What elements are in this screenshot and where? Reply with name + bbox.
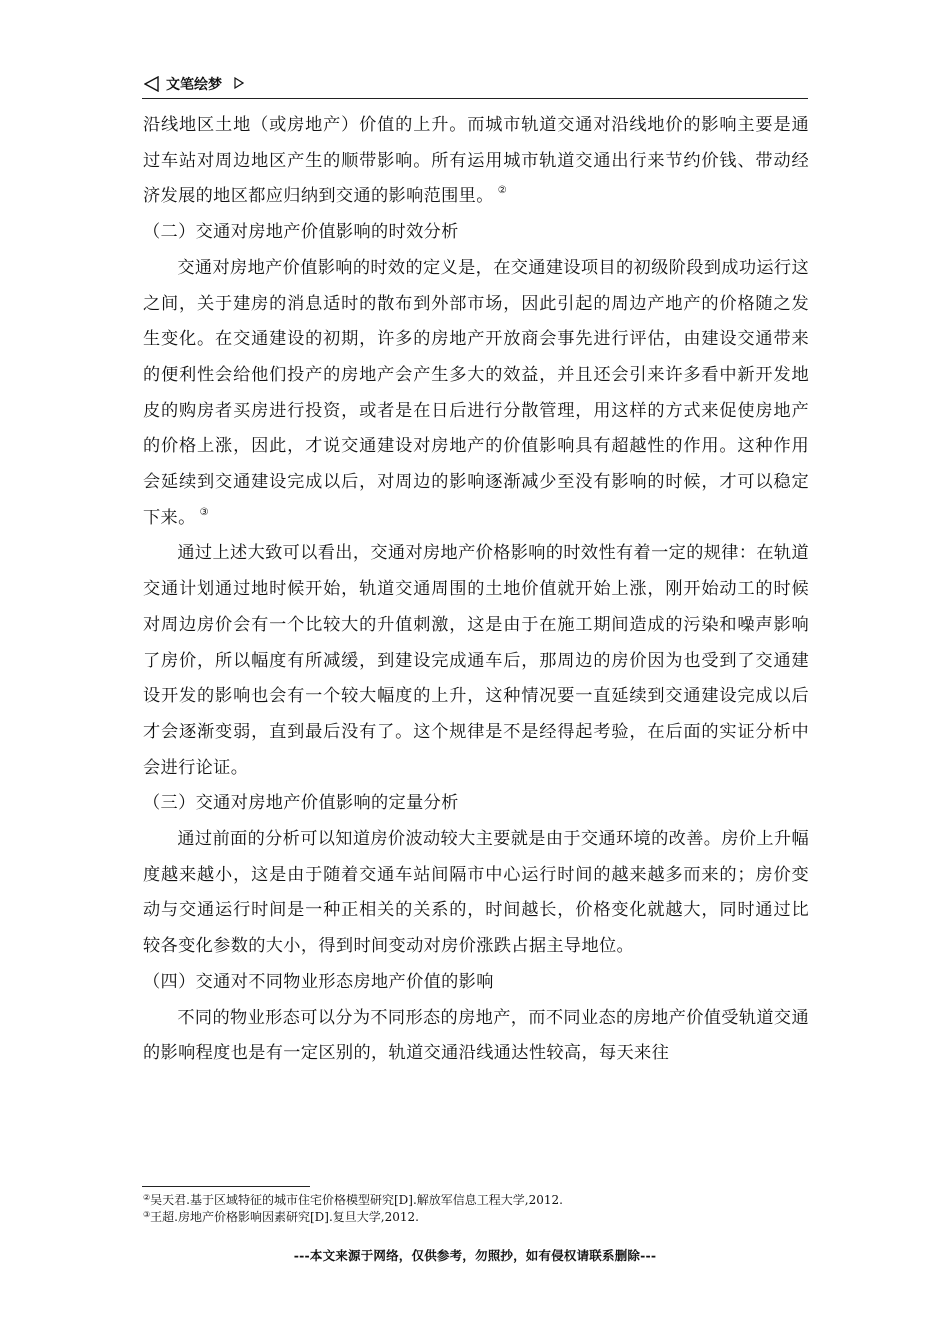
triangle-left-icon [144, 76, 160, 92]
document-body [143, 108, 809, 1072]
brand-name: 文笔绘梦 [166, 77, 222, 93]
paragraph-1 [143, 108, 809, 215]
page-header [142, 70, 808, 99]
triangle-right-icon [234, 77, 244, 89]
footnote-mark: ③ [143, 1210, 151, 1219]
footnote-text: 王超.房地产价格影响因素研究[D].复旦大学,2012. [150, 1210, 419, 1224]
paragraph-4: 通过前面的分析可以知道房价波动较大主要就是由于交通环境的改善。房价上升幅度越来越小，这是由于随着交通车站间隔市中心运行时间的越来越多而来的；房价变动与交通运行时间是一种正相关的关系的，时间越长，价格变化就越大，同时通过比较各变化参数的大小，得到时间变动对房价涨跌占据主导地位。 [143, 829, 809, 957]
footer-notice: ---本文来源于网络，仅供参考，勿照抄，如有侵权请联系删除--- [293, 1248, 657, 1263]
paragraph-text: 沿线地区土地（或房地产）价值的上升。而城市轨道交通对沿线地价的影响主要是通过车站对周边地区产生的顺带影响。所有运用城市轨道交通出行来节约价钱、带动经济发展的地区都应归纳到交通的影响范围里。 [143, 115, 809, 207]
section-heading-3: （三）交通对房地产价值影响的定量分析 [143, 793, 459, 814]
footnote-ref-2: ② [497, 185, 508, 197]
paragraph-text: 交通对房地产价值影响的时效的定义是，在交通建设项目的初级阶段到成功运行这之间，关于建房的消息适时的散布到外部市场，因此引起的周边产地产的价格随之发生变化。在交通建设的初期，许多的房地产开放商会事先进行评估，由建设交通带来的便利性会给他们投产的房地产会产生多大的效益，并且还会引来许多看中新开发地皮的购房者买房进行投资，或者是在日后进行分散管理，用这样的方式来促使房地产的价格上涨，因此，才说交通建设对房地产的价值影响具有超越性的作用。这种作用会延续到交通建设完成以后，对周边的影响逐渐减少至没有影响的时候，才可以稳定下来。 [143, 257, 809, 528]
paragraph-5: 不同的物业形态可以分为不同形态的房地产，而不同业态的房地产价值受轨道交通的影响程度也是有一定区别的，轨道交通沿线通达性较高，每天来往 [143, 1007, 809, 1064]
footnote-item [143, 1192, 809, 1209]
section-heading-4: （四）交通对不同物业形态房地产价值的影响 [143, 971, 494, 992]
footnote-text: 吴天君.基于区域特征的城市住宅价格模型研究[D].解放军信息工程大学,2012. [150, 1193, 563, 1207]
footnote-mark: ② [143, 1193, 151, 1202]
paragraph-3: 通过上述大致可以看出，交通对房地产价格影响的时效性有着一定的规律：在轨道交通计划通过地时候开始，轨道交通周围的土地价值就开始上涨，刚开始动工的时候对周边房价会有一个比较大的升值刺激，这是由于在施工期间造成的污染和噪声影响了房价，所以幅度有所减缓，到建设完成通车后，那周边的房价因为也受到了交通建设开发的影响也会有一个较大幅度的上升，这种情况要一直延续到交通建设完成以后才会逐渐变弱，直到最后没有了。这个规律是不是经得起考验，在后面的实证分析中会进行论证。 [143, 543, 809, 778]
footnote-item [143, 1209, 809, 1226]
footnote-ref-3: ③ [199, 506, 209, 518]
footnotes [143, 1192, 809, 1226]
paragraph-2 [143, 251, 809, 537]
section-heading-2: （二）交通对房地产价值影响的时效分析 [143, 222, 459, 243]
footnote-divider [142, 1186, 310, 1187]
